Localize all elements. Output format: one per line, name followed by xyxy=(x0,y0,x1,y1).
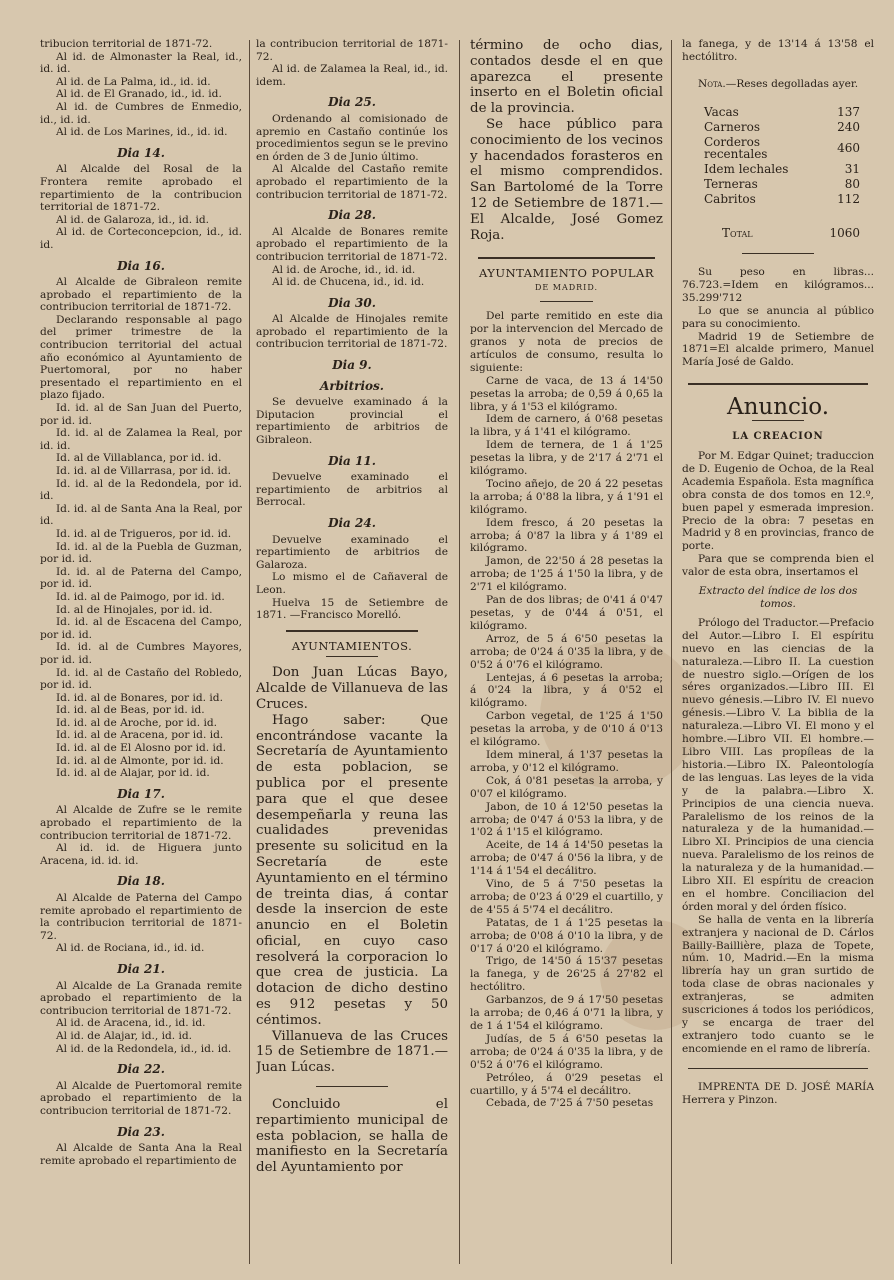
price-item: Lentejas, á 6 pesetas la arroba; á 0'24 la libra, y á 0'52 el kilógramo. xyxy=(470,671,663,710)
section-heading: Dia 23. xyxy=(117,1124,165,1139)
section-heading: Dia 21. xyxy=(117,961,165,976)
table-cell: Corderos recentales xyxy=(704,134,768,162)
paragraph: Su peso en libras... 76.723.=Idem en kilógramos... 35.299'712 xyxy=(682,265,874,304)
table-cell: Terneras xyxy=(704,177,758,192)
section-heading: Dia 22. xyxy=(117,1062,165,1077)
price-item: Idem fresco, á 20 pesetas la arroba; á 0'87 la libra y á 1'89 el kilógramo. xyxy=(470,516,663,555)
price-item: Cok, á 0'81 pesetas la arroba, y 0'07 el kilógramo. xyxy=(470,774,663,800)
text-line: Id. id. al de Paimogo, por id. id. xyxy=(56,590,225,603)
text-line: Id. id. al de Cumbres Mayores, por id. id. xyxy=(40,641,242,666)
table-cell: 460 xyxy=(837,140,860,155)
section-heading: Dia 14. xyxy=(117,145,165,160)
section-heading: Dia 24. xyxy=(328,516,376,530)
text-line: Al id. de El Granado, id., id. id. xyxy=(56,88,222,101)
table-cell: 31 xyxy=(844,162,860,177)
divider xyxy=(742,253,814,254)
price-item: Idem mineral, á 1'37 pesetas la arroba, y 0'12 el kilógramo. xyxy=(470,748,663,774)
reses-table xyxy=(682,105,874,241)
paragraph: Al Alcalde de Santa Ana la Real remite aprobado el repartimiento de xyxy=(40,1142,242,1167)
text-line: Id. id. al de Escacena del Campo, por id. id. xyxy=(40,616,242,641)
text-line: Al id. de Corteconcepcion, id., id. id. xyxy=(40,226,242,251)
paragraph: Se devuelve examinado á la Diputacion provincial el repartimiento de arbitrios de Gibraleon. xyxy=(256,396,448,447)
column-rule xyxy=(671,40,672,1264)
section-subtitle: DE MADRID. xyxy=(534,283,599,293)
table-cell: 240 xyxy=(837,119,860,134)
text-line: Al id. de Alajar, id., id. id. xyxy=(56,1029,193,1042)
price-item: Vino, de 5 á 7'50 pesetas la arroba; de 0'23 á 0'29 el cuartillo, y de 4'55 á 5'74 el decálitro. xyxy=(470,878,663,916)
table-cell: Idem lechales xyxy=(704,162,789,177)
divider xyxy=(688,383,868,385)
price-item: Jabon, de 10 á 12'50 pesetas la arroba; de 0'47 á 0'53 la libra, y de 1'02 á 1'15 el kilógramo. xyxy=(470,800,663,839)
text-line: Id. id. al de Villarrasa, por id. id. xyxy=(56,465,232,477)
divider xyxy=(478,257,655,259)
divider xyxy=(286,630,418,632)
paragraph: Se hace público para conocimiento de los vecinos y hacendados forasteros en el mismo comprendidos. San Bartolomé de la Torre 12 de Setiembre de 1871.—El Alcalde, José Gomez Roja. xyxy=(470,116,663,243)
column-1 xyxy=(40,38,242,1270)
text-line: Al id. de Aracena, id., id. id. xyxy=(56,1017,206,1030)
table-cell: 137 xyxy=(837,104,860,119)
table-row xyxy=(682,120,874,135)
price-item: Carne de vaca, de 13 á 14'50 pesetas la arroba; de 0,59 á 0,65 la libra, y á 1'53 el kilógramo. xyxy=(470,374,663,413)
text-line: Id. id. al de San Juan del Puerto, por id. id. xyxy=(40,402,242,427)
text-line: la fanega, y de 13'14 á 13'58 el hectólitro. xyxy=(682,38,874,63)
text-line: Id. id. al de la Puebla de Guzman, por id. id. xyxy=(40,540,242,566)
section-heading: Dia 9. xyxy=(332,358,372,373)
table-row xyxy=(682,105,874,120)
divider xyxy=(752,420,804,421)
divider xyxy=(540,301,593,302)
paragraph: Al Alcalde de Gibraleon remite aprobado el repartimiento de la contribucion territorial de 1871-72. xyxy=(40,276,242,314)
text-line: Al id. de la Redondela, id., id. id. xyxy=(56,1042,232,1055)
text-line: Id. al de Hinojales, por id. id. xyxy=(56,603,213,616)
section-heading: Dia 16. xyxy=(117,258,165,273)
text-line: Al id. de Galaroza, id., id. id. xyxy=(56,213,209,226)
table-cell: Cabritos xyxy=(704,192,756,207)
section-heading: Dia 18. xyxy=(117,874,165,889)
paragraph: Del parte remitido en este dia por la intervencion del Mercado de granos y nota de precios de artículos de consumo, resulta lo siguiente: xyxy=(470,310,663,374)
text-line: Id. id. al de Almonte, por id. id. xyxy=(56,754,224,767)
paragraph: Al Alcalde de Bonares remite aprobado el repartimiento de la contribucion territorial de 1871-72. xyxy=(256,225,448,263)
text-line: Id. id. al de Aracena, por id. id. xyxy=(56,729,224,742)
signature-line: Madrid 19 de Setiembre de 1871=El alcalde primero, Manuel María José de Galdo. xyxy=(682,330,874,369)
text-line: Id. id. al de Aroche, por id. id. xyxy=(56,716,217,729)
divider xyxy=(688,1068,868,1069)
price-item: Pan de dos libras; de 0'41 á 0'47 pesetas, y de 0'44 á 0'51, el kilógramo. xyxy=(470,594,663,632)
price-item: Idem de carnero, á 0'68 pesetas la libra, y á 1'41 el kilógramo. xyxy=(470,413,663,439)
text-line: Al id. de Cumbres de Enmedio, id., id. id. xyxy=(40,100,242,126)
table-cell: Vacas xyxy=(704,104,739,119)
paragraph: Declarando responsable al pago del primer trimestre de la contribucion territorial del actual año económico al Ayuntamiento de Puertomoral, por no haber presentado el repartimiento en el plazo fijado. xyxy=(40,313,242,402)
section-subheading: Arbitrios. xyxy=(320,378,384,393)
paragraph: Por M. Edgar Quinet; traduccion de D. Eugenio de Ochoa, de la Real Academia Española. Esta magnífica obra consta de dos tomos en 12.º, buen papel y esmerada impresion. Precio de la obra: 7 pesetas en Madrid y 8 en provincias, franco de porte. xyxy=(682,450,874,553)
table-cell: 80 xyxy=(844,177,860,192)
total-value: 1060 xyxy=(829,226,860,241)
section-heading: Dia 30. xyxy=(328,295,376,310)
price-item: Garbanzos, de 9 á 17'50 pesetas la arroba; de 0,46 á 0'71 la libra, y de 1 á 1'54 el kilógramo. xyxy=(470,994,663,1033)
paragraph: Al Alcalde de Zufre se le remite aprobado el repartimiento de la contribucion territorial de 1871-72. xyxy=(40,804,242,842)
text-line: Id. id. al de Beas, por id. id. xyxy=(56,704,205,717)
printer-imprint: IMPRENTA DE D. JOSÉ MARÍA Herrera y Pinzon. xyxy=(682,1080,874,1106)
column-4 xyxy=(682,38,874,1270)
book-title: LA CREACION xyxy=(732,431,824,443)
price-item: Jamon, de 22'50 á 28 pesetas la arroba; de 1'25 á 1'50 la libra, y de 2'71 el kilógramo. xyxy=(470,555,663,594)
paragraph: Se halla de venta en la librería extranjera y nacional de D. Cárlos Bailly-Baillière, plaza de Topete, núm. 10, Madrid.—En la misma librería hay un gran surtido de toda clase de obras nacionales y extranjeras, se admiten suscriciones á todos los periódicos, y se encarga de traer del extranjero todo cuanto se le encomiende en el ramo de librería. xyxy=(682,913,874,1055)
price-item: Idem de ternera, de 1 á 1'25 pesetas la libra, y de 2'17 á 2'71 el kilógramo. xyxy=(470,439,663,478)
text-line: la contribucion territorial de 1871-72. xyxy=(256,38,448,63)
text-line: Al id. de Almonaster la Real, id., id. id. xyxy=(40,50,242,76)
column-rule xyxy=(459,40,460,1264)
price-item: Petróleo, á 0'29 pesetas el cuartillo, y á 5'74 el decálitro. xyxy=(470,1071,663,1097)
table-row xyxy=(682,162,874,177)
price-item: Arroz, de 5 á 6'50 pesetas la arroba; de 0'24 á 0'35 la libra, y de 0'52 á 0'76 el kilógramo. xyxy=(470,632,663,671)
paragraph: Devuelve examinado el repartimiento de arbitrios de Galaroza. xyxy=(256,533,448,571)
paragraph: Lo que se anuncia al público para su conocimiento. xyxy=(682,304,874,330)
paragraph: Al Alcalde de Paterna del Campo remite aprobado el repartimiento de la contribucion territorial de 1871-72. xyxy=(40,892,242,942)
anuncio-title: Anuncio. xyxy=(726,394,830,421)
paragraph: Al Alcalde del Rosal de la Frontera remite aprobado el repartimiento de la contribucion territorial de 1871-72. xyxy=(40,163,242,214)
nota-label: Nota. xyxy=(698,77,726,90)
divider xyxy=(316,1086,388,1087)
text-line: Al id. de La Palma, id., id. id. xyxy=(56,75,211,88)
text-line: Al id. de Chucena, id., id. id. xyxy=(272,276,425,289)
paragraph: Al Alcalde de Puertomoral remite aprobado el repartimiento de la contribucion territorial de 1871-72. xyxy=(40,1079,242,1117)
table-row xyxy=(682,135,874,163)
text-line: Id. id. al de Bonares, por id. id. xyxy=(56,691,223,704)
section-heading: Dia 28. xyxy=(328,208,376,223)
paragraph: Concluido el repartimiento municipal de esta poblacion, se halla de manifiesto en la Secretaría del Ayuntamiento por xyxy=(256,1097,448,1176)
section-heading: Dia 25. xyxy=(328,95,376,110)
text-line: Id. id. al de Zalamea la Real, por id. id. xyxy=(40,427,242,452)
text-line: Al id. de Zalamea la Real, id., id. idem. xyxy=(256,63,448,88)
nota-line xyxy=(682,78,874,91)
price-item: Tocino añejo, de 20 á 22 pesetas la arroba; á 0'88 la libra, y á 1'91 el kilógramo. xyxy=(470,477,663,516)
price-item: Patatas, de 1 á 1'25 pesetas la arroba; de 0'08 á 0'10 la libra, y de 0'17 á 0'20 el kilógramo. xyxy=(470,916,663,955)
paragraph: Don Juan Lúcas Bayo, Alcalde de Villanueva de las Cruces. xyxy=(256,665,448,712)
text-line: Al id. id. de Higuera junto Aracena, id. id. id. xyxy=(40,842,242,867)
total-row xyxy=(682,226,874,241)
table-row xyxy=(682,207,874,226)
text-line: tribucion territorial de 1871-72. xyxy=(40,38,213,50)
section-title: AYUNTAMIENTO POPULAR xyxy=(478,266,655,281)
paragraph: Hago saber: Que encontrándose vacante la Secretaría de Ayuntamiento de esta poblacion, se publica por el presente para que el que desee desempeñarla y reuna las cualidades prevenidas presente su solicitud en la Secretaría de este Ayuntamiento en el término de treinta dias, á contar desde la insercion de este anuncio en el Boletin oficial, en cuyo caso resolverá la corporacion lo que crea de justicia. La dotacion de dicho destino es 912 pesetas y 50 céntimos. xyxy=(256,712,448,1028)
section-title: AYUNTAMIENTOS. xyxy=(291,638,413,653)
table-row xyxy=(682,177,874,192)
text-line: Id. id. al de Paterna del Campo, por id. id. xyxy=(40,565,242,591)
section-heading: Dia 17. xyxy=(117,786,165,801)
text-line: Id. id. al de Alajar, por id. id. xyxy=(56,767,210,780)
text-line: Id. id. al de Castaño del Robledo, por id. id. xyxy=(40,666,242,692)
price-item: Trigo, de 14'50 á 15'37 pesetas la fanega, y de 26'25 á 27'82 el hectólitro. xyxy=(470,955,663,994)
divider xyxy=(326,656,378,657)
text-line: Id. id. al de Trigueros, por id. id. xyxy=(56,527,232,540)
price-item: Aceite, de 14 á 14'50 pesetas la arroba; de 0'47 á 0'56 la libra, y de 1'14 á 1'54 el decálitro. xyxy=(470,839,663,878)
text-line: Id. al de Villablanca, por id. id. xyxy=(56,452,222,465)
price-item: Judías, de 5 á 6'50 pesetas la arroba; de 0'24 á 0'35 la libra, y de 0'52 á 0'76 el kilógramo. xyxy=(470,1032,663,1071)
table-row xyxy=(682,192,874,207)
paragraph: Ordenando al comisionado de apremio en Castaño continúe los procedimientos segun se le previno en órden de 3 de Junio último. xyxy=(256,112,448,163)
paragraph: Para que se comprenda bien el valor de esta obra, insertamos el xyxy=(682,553,874,579)
signature-line: Villanueva de las Cruces 15 de Setiembre de 1871.—Juan Lúcas. xyxy=(256,1028,448,1076)
paragraph: término de ocho dias, contados desde el en que aparezca el presente inserto en el Boletin oficial de la provincia. xyxy=(470,38,663,117)
signature-line: Huelva 15 de Setiembre de 1871. —Francisco Morelló. xyxy=(256,596,448,622)
table-cell: Carneros xyxy=(704,119,761,134)
paragraph: Prólogo del Traductor.—Prefacio del Autor.—Libro I. El espíritu nuevo en las ciencias de la naturaleza.—Libro II. La cuestion de nuestro siglo.—Orígen de los séres organizados.—Libro III. El nuevo génesis.—Libro IV. El nuevo génesis.—Libro V. La biblia de la naturaleza.—Libro VI. El mono y el hombre.—Libro VII. El hombre.—Libro VIII. Las propíleas de la historia.—Libro IX. Paleontología de las lenguas. Las leyes de la vida y de la palabra.—Libro X. Principios de una ciencia nueva. Paralelismo de los reinos de la naturaleza y de la humanidad.—Libro XI. Principios de una ciencia nueva. Paralelismo de los reinos de la naturaleza y de la humanidad.—Libro XII. El espíritu de creacion en el hombre. Conciliacion del órden moral y del órden físico. xyxy=(682,616,874,913)
paragraph: Devuelve examinado el repartimiento de arbitrios al Berrocal. xyxy=(256,471,448,509)
paragraph: Al Alcalde de Hinojales remite aprobado el repartimiento de la contribucion territorial de 1871-72. xyxy=(256,313,448,351)
paragraph: Al Alcalde de La Granada remite aprobado el repartimiento de la contribucion territorial de 1871-72. xyxy=(40,979,242,1017)
extracto-heading: Extracto del índice de los dos tomos. xyxy=(698,585,858,610)
column-rule xyxy=(249,40,250,1264)
text-line: Al id. de Aroche, id., id. id. xyxy=(272,263,416,276)
price-item: Cebada, de 7'25 á 7'50 pesetas xyxy=(486,1097,654,1110)
text-line: Al id. de Rociana, id., id. id. xyxy=(56,942,205,955)
column-3 xyxy=(470,38,663,1270)
nota-text: —Reses degolladas ayer. xyxy=(725,77,859,90)
paragraph: Al Alcalde del Castaño remite aprobado el repartimiento de la contribucion territorial de 1871-72. xyxy=(256,163,448,201)
section-heading: Dia 11. xyxy=(328,453,376,468)
column-2 xyxy=(256,38,448,1270)
text-line: Al id. de Los Marines, id., id. id. xyxy=(56,126,228,139)
text-line: Id. id. al de la Redondela, por id. id. xyxy=(40,477,242,503)
text-line: Lo mismo el de Cañaveral de Leon. xyxy=(256,571,448,596)
text-line: Id. id. al de Santa Ana la Real, por id. xyxy=(40,502,242,528)
text-line: Id. id. al de El Alosno por id. id. xyxy=(56,742,227,755)
total-label: Total xyxy=(722,226,753,241)
price-item: Carbon vegetal, de 1'25 á 1'50 pesetas la arroba, y de 0'10 á 0'13 el kilógramo. xyxy=(470,710,663,749)
table-cell: 112 xyxy=(837,192,860,207)
